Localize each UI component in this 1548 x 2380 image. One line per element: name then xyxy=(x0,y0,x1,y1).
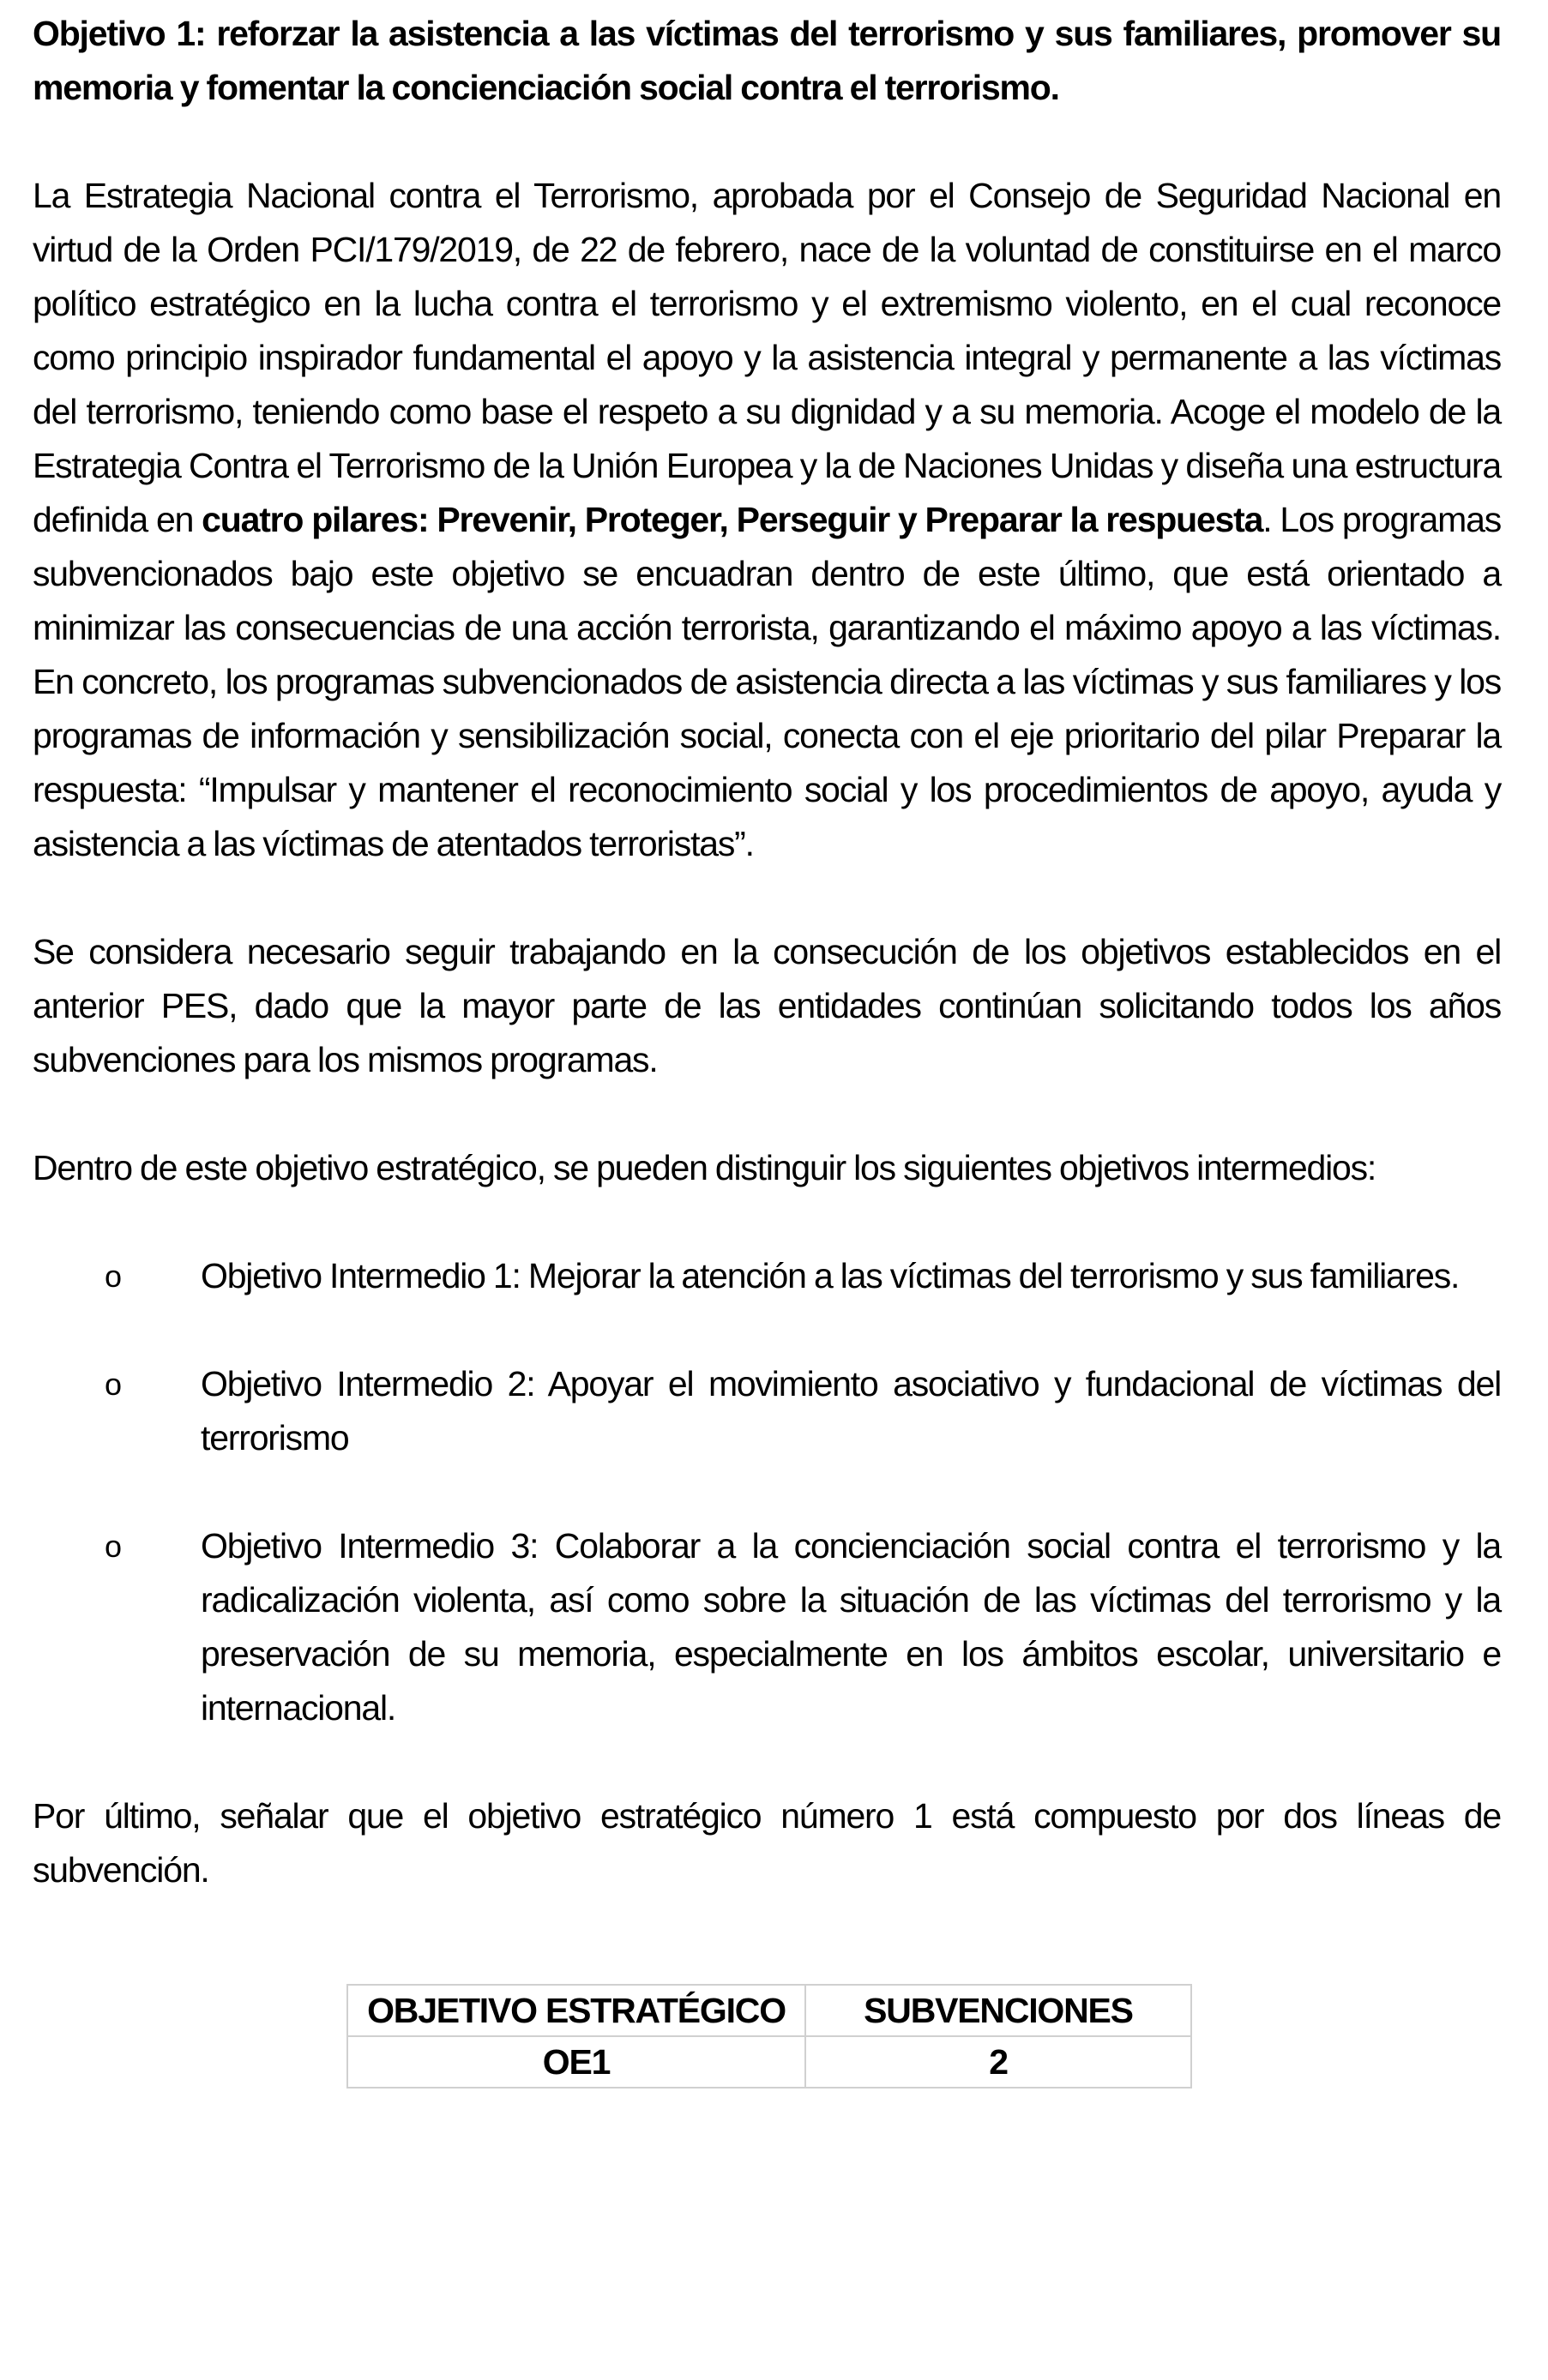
intermediate-objective-3 xyxy=(33,1519,1501,1735)
document-page xyxy=(33,0,1501,1897)
intermediate-intro-paragraph: Dentro de este objetivo estratégico, se pueden distinguir los siguientes objetivos intermedios: xyxy=(33,1148,1376,1187)
bullet-circle-icon: o xyxy=(105,1367,121,1402)
table-header-subsidies: SUBVENCIONES xyxy=(805,1985,1191,2036)
strategy-paragraph-rest: . Los programas subvencionados bajo este objetivo se encuadran dentro de este último, que está orientado a minimizar las consecuencias de una acción terrorista, garantizando el máximo apoyo a las víctimas. En concreto, los programas subvencionados de asistencia directa a las víctimas y sus familiares y los programas de información y sensibilización social, conecta con el eje prioritario del pilar Preparar la respuesta: “Impulsar y mantener el reconocimiento social y los procedimientos de apoyo, ayuda y asistencia a las víctimas de atentados terroristas”. xyxy=(33,500,1501,863)
pes-paragraph: Se considera necesario seguir trabajando en la consecución de los objetivos establecidos en el anterior PES, dado que la mayor parte de las entidades continúan solicitando todos los años subvenciones para los mismos programas. xyxy=(33,932,1501,1079)
summary-paragraph: Por último, señalar que el objetivo estratégico número 1 está compuesto por dos líneas de subvención. xyxy=(33,1796,1501,1890)
subsidies-table xyxy=(346,1984,1192,2089)
intermediate-objective-3-text: Objetivo Intermedio 3: Colaborar a la concienciación social contra el terrorismo y la radicalización violenta, así como sobre la situación de las víctimas del terrorismo y la preservación de su memoria, especialmente en los ámbitos escolar, universitario e internacional. xyxy=(201,1526,1501,1728)
table-cell-subsidies: 2 xyxy=(805,2036,1191,2088)
intermediate-objective-1 xyxy=(33,1249,1501,1303)
strategy-paragraph xyxy=(33,169,1501,871)
bullet-circle-icon: o xyxy=(105,1259,121,1294)
subsidies-table-container xyxy=(346,1984,1192,2089)
table-header-objective: OBJETIVO ESTRATÉGICO xyxy=(347,1985,805,2036)
objective-heading: Objetivo 1: reforzar la asistencia a las víctimas del terrorismo y sus familiares, promover su memoria y fomentar la concienciación social contra el terrorismo. xyxy=(33,14,1501,107)
intermediate-objective-1-text: Objetivo Intermedio 1: Mejorar la atención a las víctimas del terrorismo y sus familiares. xyxy=(201,1256,1460,1295)
table-header-row xyxy=(347,1985,1191,2036)
bullet-circle-icon: o xyxy=(105,1529,121,1564)
table-cell-objective: OE1 xyxy=(347,2036,805,2088)
strategy-paragraph-intro: La Estrategia Nacional contra el Terrorismo, aprobada por el Consejo de Seguridad Nacional en virtud de la Orden PCI/179/2019, de 22 de febrero, nace de la voluntad de constituirse en el marco político estratégico en la lucha contra el terrorismo y el extremismo violento, en el cual reconoce como principio inspirador fundamental el apoyo y la asistencia integral y permanente a las víctimas del terrorismo, teniendo como base el respeto a su dignidad y a su memoria. Acoge el modelo de la Estrategia Contra el Terrorismo de la Unión Europea y la de Naciones Unidas y diseña una estructura definida en xyxy=(33,176,1501,539)
intermediate-objective-2 xyxy=(33,1357,1501,1465)
table-row xyxy=(347,2036,1191,2088)
four-pillars-text: cuatro pilares: Prevenir, Proteger, Perseguir y Preparar la respuesta xyxy=(202,500,1263,539)
intermediate-objective-2-text: Objetivo Intermedio 2: Apoyar el movimiento asociativo y fundacional de víctimas del terrorismo xyxy=(201,1364,1501,1457)
intermediate-objectives-list xyxy=(33,1249,1501,1735)
